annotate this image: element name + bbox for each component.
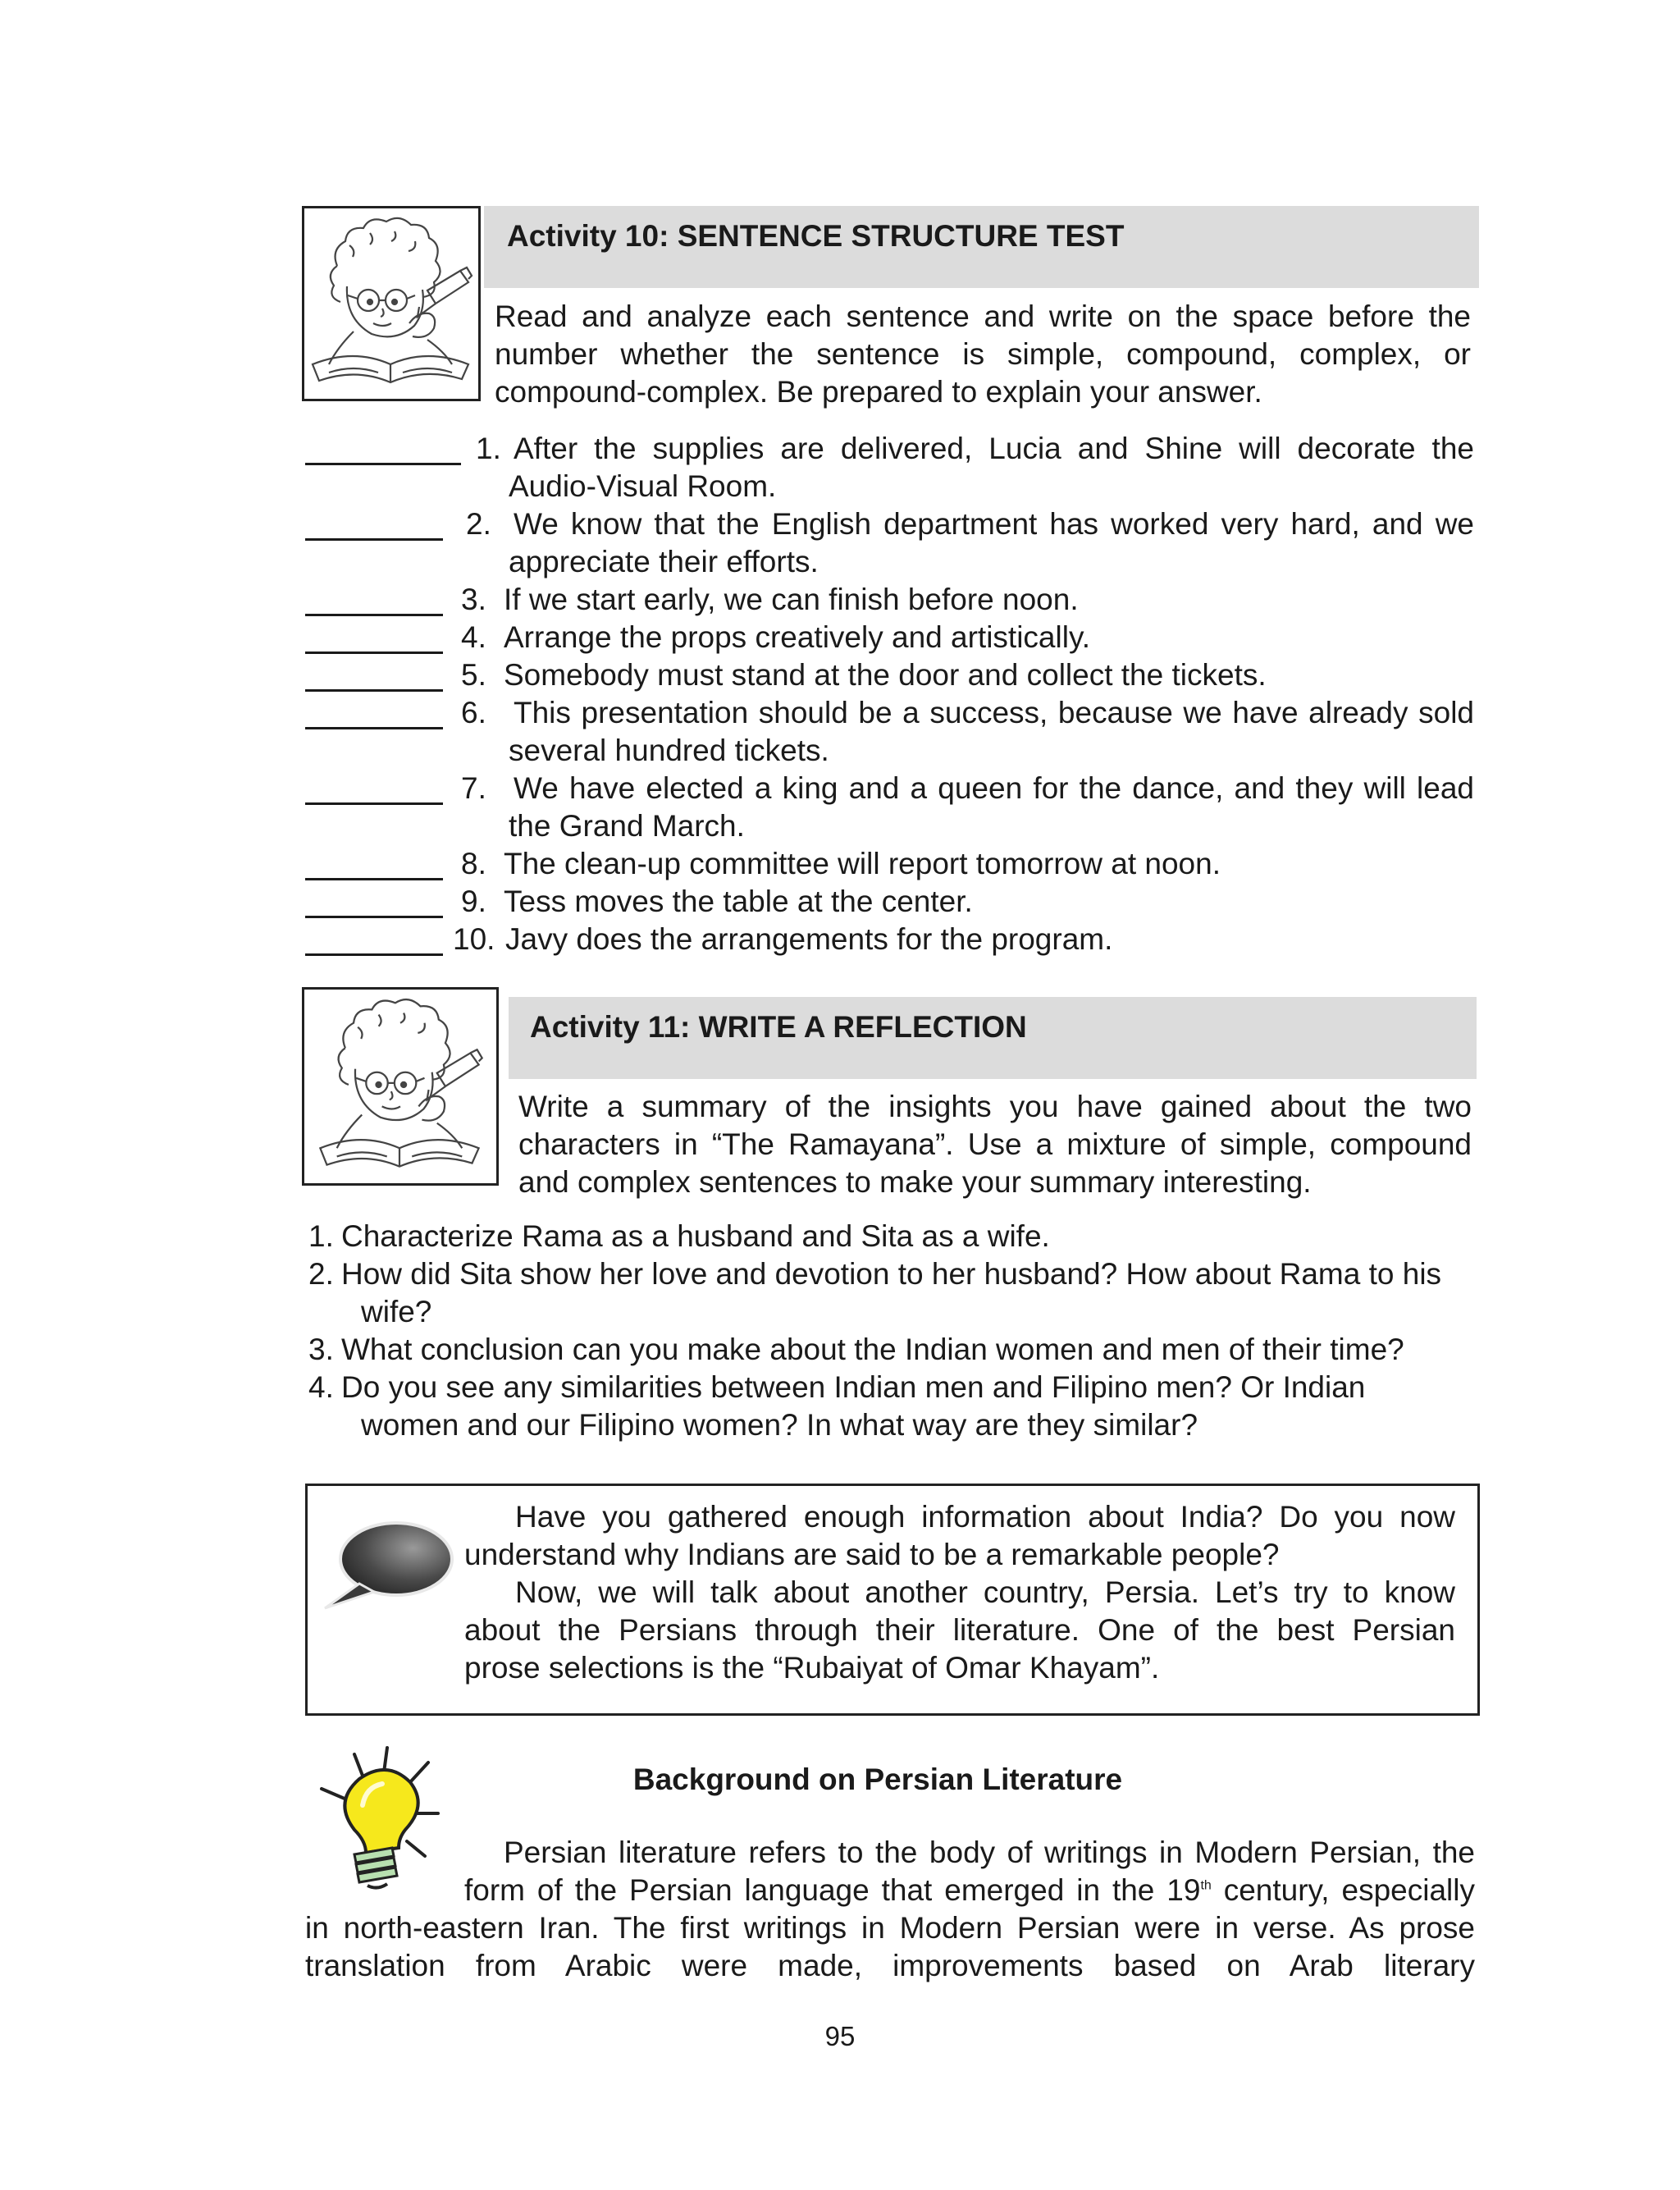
item-number: 8. bbox=[461, 847, 486, 880]
question-text: wife? bbox=[361, 1295, 432, 1328]
note-line: understand why Indians are said to be a remarkable people? bbox=[464, 1538, 1280, 1571]
item-number: 10. bbox=[453, 922, 495, 956]
item-text: the Grand March. bbox=[509, 809, 745, 843]
item-text: This presentation should be a success, because we have already sold bbox=[514, 696, 1474, 729]
answer-blank[interactable] bbox=[305, 878, 443, 880]
question-text: How did Sita show her love and devotion to her husband? How about Rama to his bbox=[341, 1257, 1442, 1291]
activity11-instructions bbox=[518, 1088, 1472, 1201]
item-text: The clean-up committee will report tomorrow at noon. bbox=[504, 847, 1221, 880]
item-number: 5. bbox=[461, 658, 486, 692]
question-text: women and our Filipino women? In what way are they similar? bbox=[361, 1408, 1198, 1442]
instruction-line: Write a summary of the insights you have gained about the two bbox=[518, 1090, 1472, 1123]
answer-blank[interactable] bbox=[305, 652, 443, 654]
instruction-line: number whether the sentence is simple, compound, complex, or bbox=[495, 337, 1471, 371]
note-line: prose selections is the “Rubaiyat of Omar Khayam”. bbox=[464, 1651, 1160, 1685]
background-line: translation from Arabic were made, improvements based on Arab literary bbox=[305, 1949, 1475, 1982]
answer-blank[interactable] bbox=[305, 802, 443, 805]
item-number: 6. bbox=[461, 696, 486, 729]
question-text: What conclusion can you make about the Indian women and men of their time? bbox=[341, 1333, 1404, 1366]
item-text: Somebody must stand at the door and collect the tickets. bbox=[504, 658, 1267, 692]
instruction-line: characters in “The Ramayana”. Use a mixture of simple, compound bbox=[518, 1127, 1472, 1161]
item-number: 3. bbox=[461, 583, 486, 616]
background-line: Persian literature refers to the body of writings in Modern Persian, the bbox=[504, 1836, 1475, 1869]
item-text: appreciate their efforts. bbox=[509, 545, 819, 578]
background-title: Background on Persian Literature bbox=[632, 1763, 1123, 1796]
question-text: Do you see any similarities between Indian men and Filipino men? Or Indian bbox=[341, 1370, 1366, 1404]
note-line: Now, we will talk about another country, Persia. Let’s try to know bbox=[515, 1575, 1455, 1609]
item-text: If we start early, we can finish before noon. bbox=[504, 583, 1079, 616]
activity11-illustration bbox=[302, 987, 499, 1186]
question-number: 1. bbox=[308, 1219, 334, 1253]
question-text: Characterize Rama as a husband and Sita as a wife. bbox=[341, 1219, 1050, 1253]
answer-blank[interactable] bbox=[305, 463, 461, 465]
item-text: several hundred tickets. bbox=[509, 734, 829, 767]
question-number: 3. bbox=[308, 1333, 334, 1366]
item-text: Tess moves the table at the center. bbox=[504, 885, 973, 918]
background-line-part: century, especially bbox=[1211, 1873, 1475, 1907]
instruction-line: compound-complex. Be prepared to explain your answer. bbox=[495, 375, 1262, 409]
answer-blank[interactable] bbox=[305, 916, 443, 918]
item-text: After the supplies are delivered, Lucia and Shine will decorate the bbox=[514, 432, 1474, 465]
item-number: 2. bbox=[466, 507, 491, 541]
note-line: about the Persians through their literature. One of the best Persian bbox=[464, 1613, 1455, 1647]
answer-blank[interactable] bbox=[305, 689, 443, 692]
answer-blank[interactable] bbox=[305, 614, 443, 616]
item-number: 1. bbox=[476, 432, 501, 465]
instruction-line: and complex sentences to make your summary interesting. bbox=[518, 1165, 1312, 1199]
item-text: We have elected a king and a queen for the dance, and they will lead bbox=[514, 771, 1474, 805]
activity10-title: Activity 10: SENTENCE STRUCTURE TEST bbox=[507, 219, 1125, 253]
item-number: 9. bbox=[461, 885, 486, 918]
item-text: We know that the English department has worked very hard, and we bbox=[514, 507, 1474, 541]
background-line bbox=[305, 1872, 1475, 1909]
note-text bbox=[464, 1498, 1455, 1687]
student-writing-icon bbox=[304, 208, 478, 399]
answer-blank[interactable] bbox=[305, 538, 443, 541]
speech-bubble-icon bbox=[318, 1516, 458, 1615]
page-number: 95 bbox=[824, 2021, 856, 2051]
student-writing-icon bbox=[304, 990, 496, 1183]
activity11-title: Activity 11: WRITE A REFLECTION bbox=[530, 1010, 1027, 1044]
activity10-instructions bbox=[495, 298, 1471, 411]
note-line: Have you gathered enough information about India? Do you now bbox=[515, 1500, 1455, 1534]
instruction-line: Read and analyze each sentence and write on the space before the bbox=[495, 299, 1471, 333]
background-text bbox=[305, 1834, 1475, 1985]
activity10-illustration bbox=[302, 206, 481, 401]
item-text: Audio-Visual Room. bbox=[509, 469, 777, 503]
item-text: Arrange the props creatively and artistically. bbox=[504, 620, 1090, 654]
answer-blank[interactable] bbox=[305, 727, 443, 729]
item-text: Javy does the arrangements for the program. bbox=[505, 922, 1113, 956]
answer-blank[interactable] bbox=[305, 953, 443, 956]
question-number: 2. bbox=[308, 1257, 334, 1291]
item-number: 4. bbox=[461, 620, 486, 654]
background-line: in north-eastern Iran. The first writings in Modern Persian were in verse. As prose bbox=[305, 1911, 1475, 1945]
background-line-part: form of the Persian language that emerged in the 19 bbox=[464, 1873, 1201, 1907]
item-number: 7. bbox=[461, 771, 486, 805]
question-number: 4. bbox=[308, 1370, 334, 1404]
superscript-th: th bbox=[1200, 1878, 1212, 1893]
